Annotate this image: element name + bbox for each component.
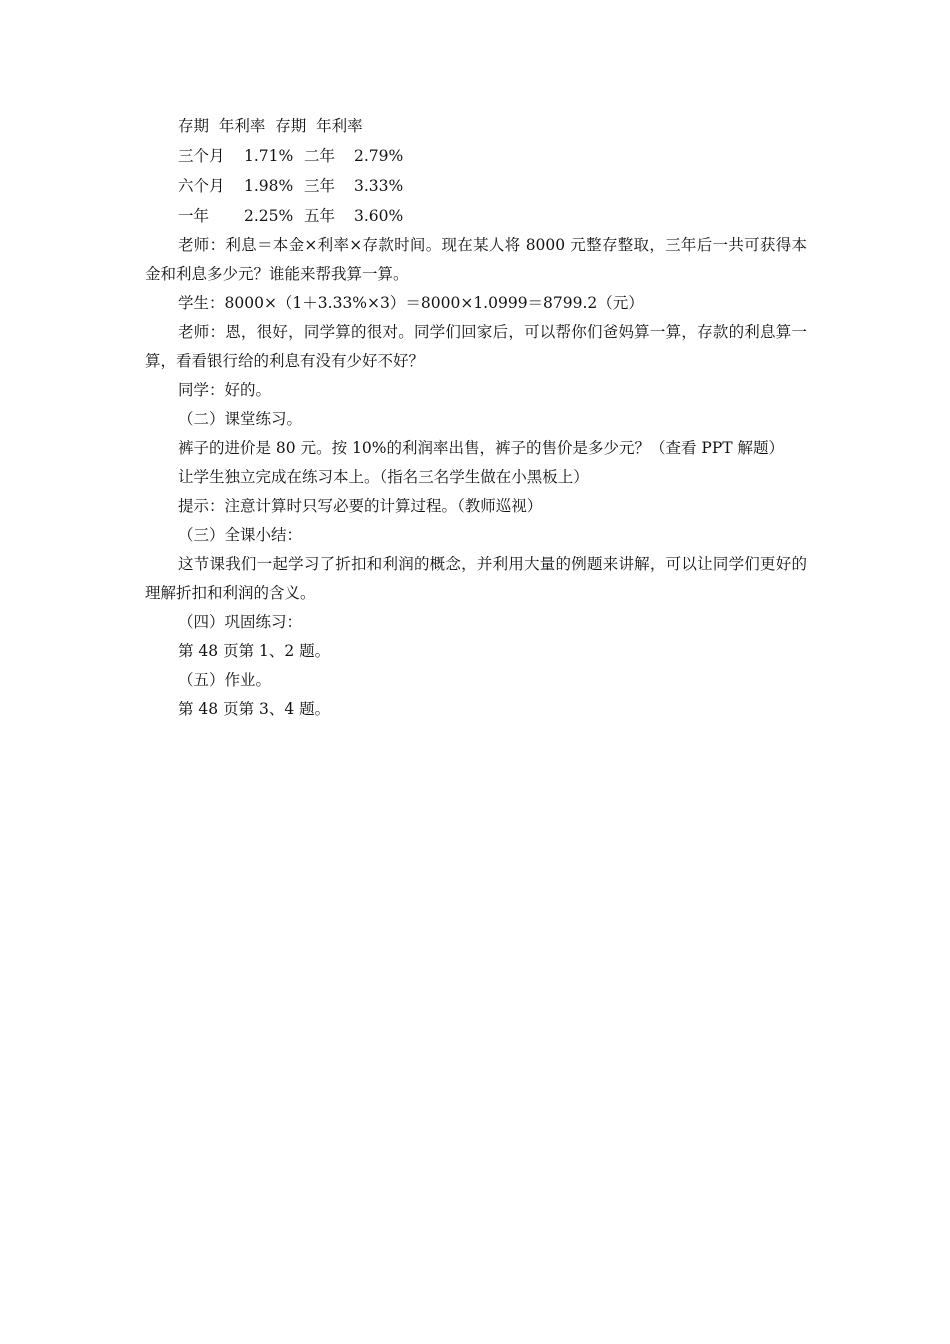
- rate-value: 3.33%: [354, 177, 404, 195]
- section-heading: （五）作业。: [178, 671, 272, 689]
- rate-table-row: [145, 201, 807, 231]
- section-heading: （二）课堂练习。: [178, 410, 303, 428]
- section-heading: （三）全课小结：: [178, 526, 303, 544]
- teacher-question: 老师：利息＝本金×利率×存款时间。现在某人将 8000 元整存整取，三年后一共可获得本金和利息多少元？谁能来帮我算一算。: [145, 236, 807, 283]
- rate-table-header: 存期 年利率 存期 年利率: [178, 117, 363, 135]
- independent-work-note: 让学生独立完成在练习本上。（指名三名学生做在小黑板上）: [178, 468, 589, 486]
- homework-assignment: 第 48 页第 3、4 题。: [178, 700, 331, 718]
- lesson-summary: 这节课我们一起学习了折扣和利润的概念，并利用大量的例题来讲解，可以让同学们更好的理解折扣和利润的含义。: [145, 555, 807, 602]
- teacher-praise: 老师：恩，很好，同学算的很对。同学们回家后，可以帮你们爸妈算一算，存款的利息算一算，看看银行给的利息有没有少好不好？: [145, 323, 807, 370]
- rate-value: 1.98%: [244, 177, 294, 195]
- section-heading: （四）巩固练习：: [178, 613, 303, 631]
- rate-term: 一年: [178, 207, 210, 225]
- rate-table-row: [145, 141, 807, 171]
- rate-term: 三年: [304, 177, 336, 195]
- rate-term: 二年: [304, 147, 336, 165]
- exercise-question: 裤子的进价是 80 元。按 10%的利润率出售，裤子的售价是多少元？（查看 PPT 解题）: [178, 439, 785, 457]
- rate-term: 六个月: [178, 177, 225, 195]
- rate-term: 三个月: [178, 147, 225, 165]
- students-reply: 同学：好的。: [178, 381, 272, 399]
- hint-note: 提示：注意计算时只写必要的计算过程。（教师巡视）: [178, 497, 543, 515]
- practice-assignment: 第 48 页第 1、2 题。: [178, 642, 331, 660]
- rate-value: 2.25%: [244, 207, 294, 225]
- rate-table-row: [145, 171, 807, 201]
- rate-value: 1.71%: [244, 147, 294, 165]
- document-body: [145, 112, 807, 724]
- student-answer: 学生：8000×（1＋3.33%×3）＝8000×1.0999＝8799.2（元）: [178, 294, 644, 312]
- rate-value: 2.79%: [354, 147, 404, 165]
- rate-value: 3.60%: [354, 207, 404, 225]
- rate-term: 五年: [304, 207, 336, 225]
